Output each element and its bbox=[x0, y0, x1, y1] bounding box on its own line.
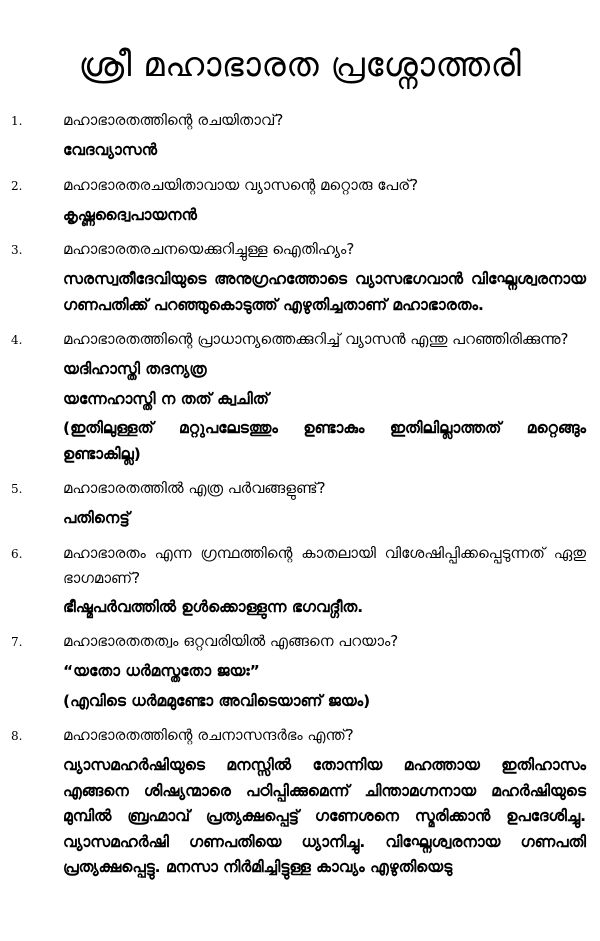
question-row bbox=[0, 629, 600, 655]
question-text: മഹാഭാരതത്തിന്റെ രചനാസന്ദർഭം എന്ത്? bbox=[63, 726, 354, 744]
answer-line-3: (ഇതിലുള്ളത് മറ്റുപലേടത്തും ഉണ്ടാകും ഇതിലില്ലാത്തത് മറ്റെങ്ങും ഉണ്ടാകില്ല) bbox=[63, 419, 586, 463]
question-row bbox=[0, 108, 600, 134]
question-number: 6. bbox=[11, 546, 23, 561]
answer-line-2: (എവിടെ ധർമമുണ്ടോ അവിടെയാണ് ജയം) bbox=[63, 691, 371, 710]
qa-item-1 bbox=[0, 108, 600, 164]
answer-line-1: “യതോ ധർമസ്തതോ ജയഃ” bbox=[63, 662, 260, 680]
answer-text: ഭീഷ്മപർവത്തിൽ ഉൾക്കൊള്ളുന്ന ഭഗവദ്ഗീത. bbox=[63, 597, 364, 616]
qa-list bbox=[0, 108, 600, 881]
answer-text: വ്യാസമഹർഷിയുടെ മനസ്സിൽ തോന്നിയ മഹത്തായ ഇതിഹാസം എങ്ങനെ ശിഷ്യന്മാരെ പഠിപ്പിക്കുമെന്ന് ചിന്താമഗ്നനായ മഹർഷിയുടെ മുമ്പിൽ ബ്രഹ്മാവ് പ്രത്യക്ഷപ്പെട്ട് ഗണേശനെ സ്മരിക്കാൻ ഉപദേശിച്ചു. വ്യാസമഹർഷി ഗണപതിയെ ധ്യാനിച്ചു. വിഘ്നേശ്വരനായ ഗണപതി പ്രത്യക്ഷപ്പെട്ടു. മനസാ നിർമിച്ചിട്ടുള്ള കാവ്യം എഴുതിയെടു bbox=[63, 756, 586, 876]
question-number: 2. bbox=[11, 178, 23, 193]
question-text: മഹാഭാരതരചയിതാവായ വ്യാസന്റെ മറ്റൊരു പേര്? bbox=[63, 175, 419, 194]
answer-text: കൃഷ്ണദ്വൈപായനൻ bbox=[63, 205, 197, 224]
question-text: മഹാഭാരതത്തിന്റെ രചയിതാവ്? bbox=[63, 111, 284, 129]
question-row bbox=[0, 541, 600, 591]
question-number: 4. bbox=[11, 333, 23, 347]
qa-item-6 bbox=[0, 541, 600, 621]
question-number: 7. bbox=[11, 635, 23, 649]
question-row bbox=[0, 237, 600, 263]
answer-text: വേദവ്യാസൻ bbox=[63, 141, 158, 159]
question-number: 5. bbox=[11, 482, 23, 496]
qa-item-4 bbox=[0, 327, 600, 467]
question-text: മഹാഭാരതത്തിൽ എത്ര പർവങ്ങളുണ്ട്? bbox=[63, 479, 326, 497]
question-row bbox=[0, 476, 600, 502]
question-text: മഹാഭാരതം എന്ന ഗ്രന്ഥത്തിന്റെ കാതലായി വിശേഷിപ്പിക്കപ്പെടുന്നത് ഏതു ഭാഗമാണ്? bbox=[63, 543, 586, 587]
question-number: 3. bbox=[11, 243, 23, 257]
answer-line-1: യദിഹാസ്തി തദന്യത്ര bbox=[63, 360, 207, 378]
question-row bbox=[0, 173, 600, 199]
question-text: മഹാഭാരതരചനയെക്കുറിച്ചുള്ള ഐതിഹ്യം? bbox=[63, 240, 355, 258]
question-text: മഹാഭാരതത്തിന്റെ പ്രാധാന്യത്തെക്കുറിച്ച് വ്യാസൻ എന്തു പറഞ്ഞിരിക്കുന്നു? bbox=[63, 330, 569, 348]
question-number: 1. bbox=[11, 114, 23, 128]
qa-item-3 bbox=[0, 237, 600, 318]
qa-item-7 bbox=[0, 629, 600, 714]
qa-item-2 bbox=[0, 173, 600, 229]
question-number: 8. bbox=[11, 729, 23, 743]
question-row bbox=[0, 723, 600, 749]
qa-item-5 bbox=[0, 476, 600, 532]
qa-item-8 bbox=[0, 723, 600, 881]
question-row bbox=[0, 327, 600, 353]
page-title: ശ്രീ മഹാഭാരത പ്രശ്നോത്തരി bbox=[78, 44, 522, 85]
answer-text: പതിനെട്ട് bbox=[63, 509, 130, 527]
answer-line-2: യന്നേഹാസ്തി ന തത് ക്വചിത് bbox=[63, 389, 269, 408]
answer-text: സരസ്വതീദേവിയുടെ അനുഗ്രഹത്തോടെ വ്യാസഭഗവാൻ വിഘ്നേശ്വരനായ ഗണപതിക്ക് പറഞ്ഞുകൊടുത്ത് എഴുതിച്ചതാണ് മഹാഭാരതം. bbox=[63, 270, 586, 314]
question-text: മഹാഭാരതതത്വം ഒറ്റവരിയിൽ എങ്ങനെ പറയാം? bbox=[63, 632, 399, 650]
